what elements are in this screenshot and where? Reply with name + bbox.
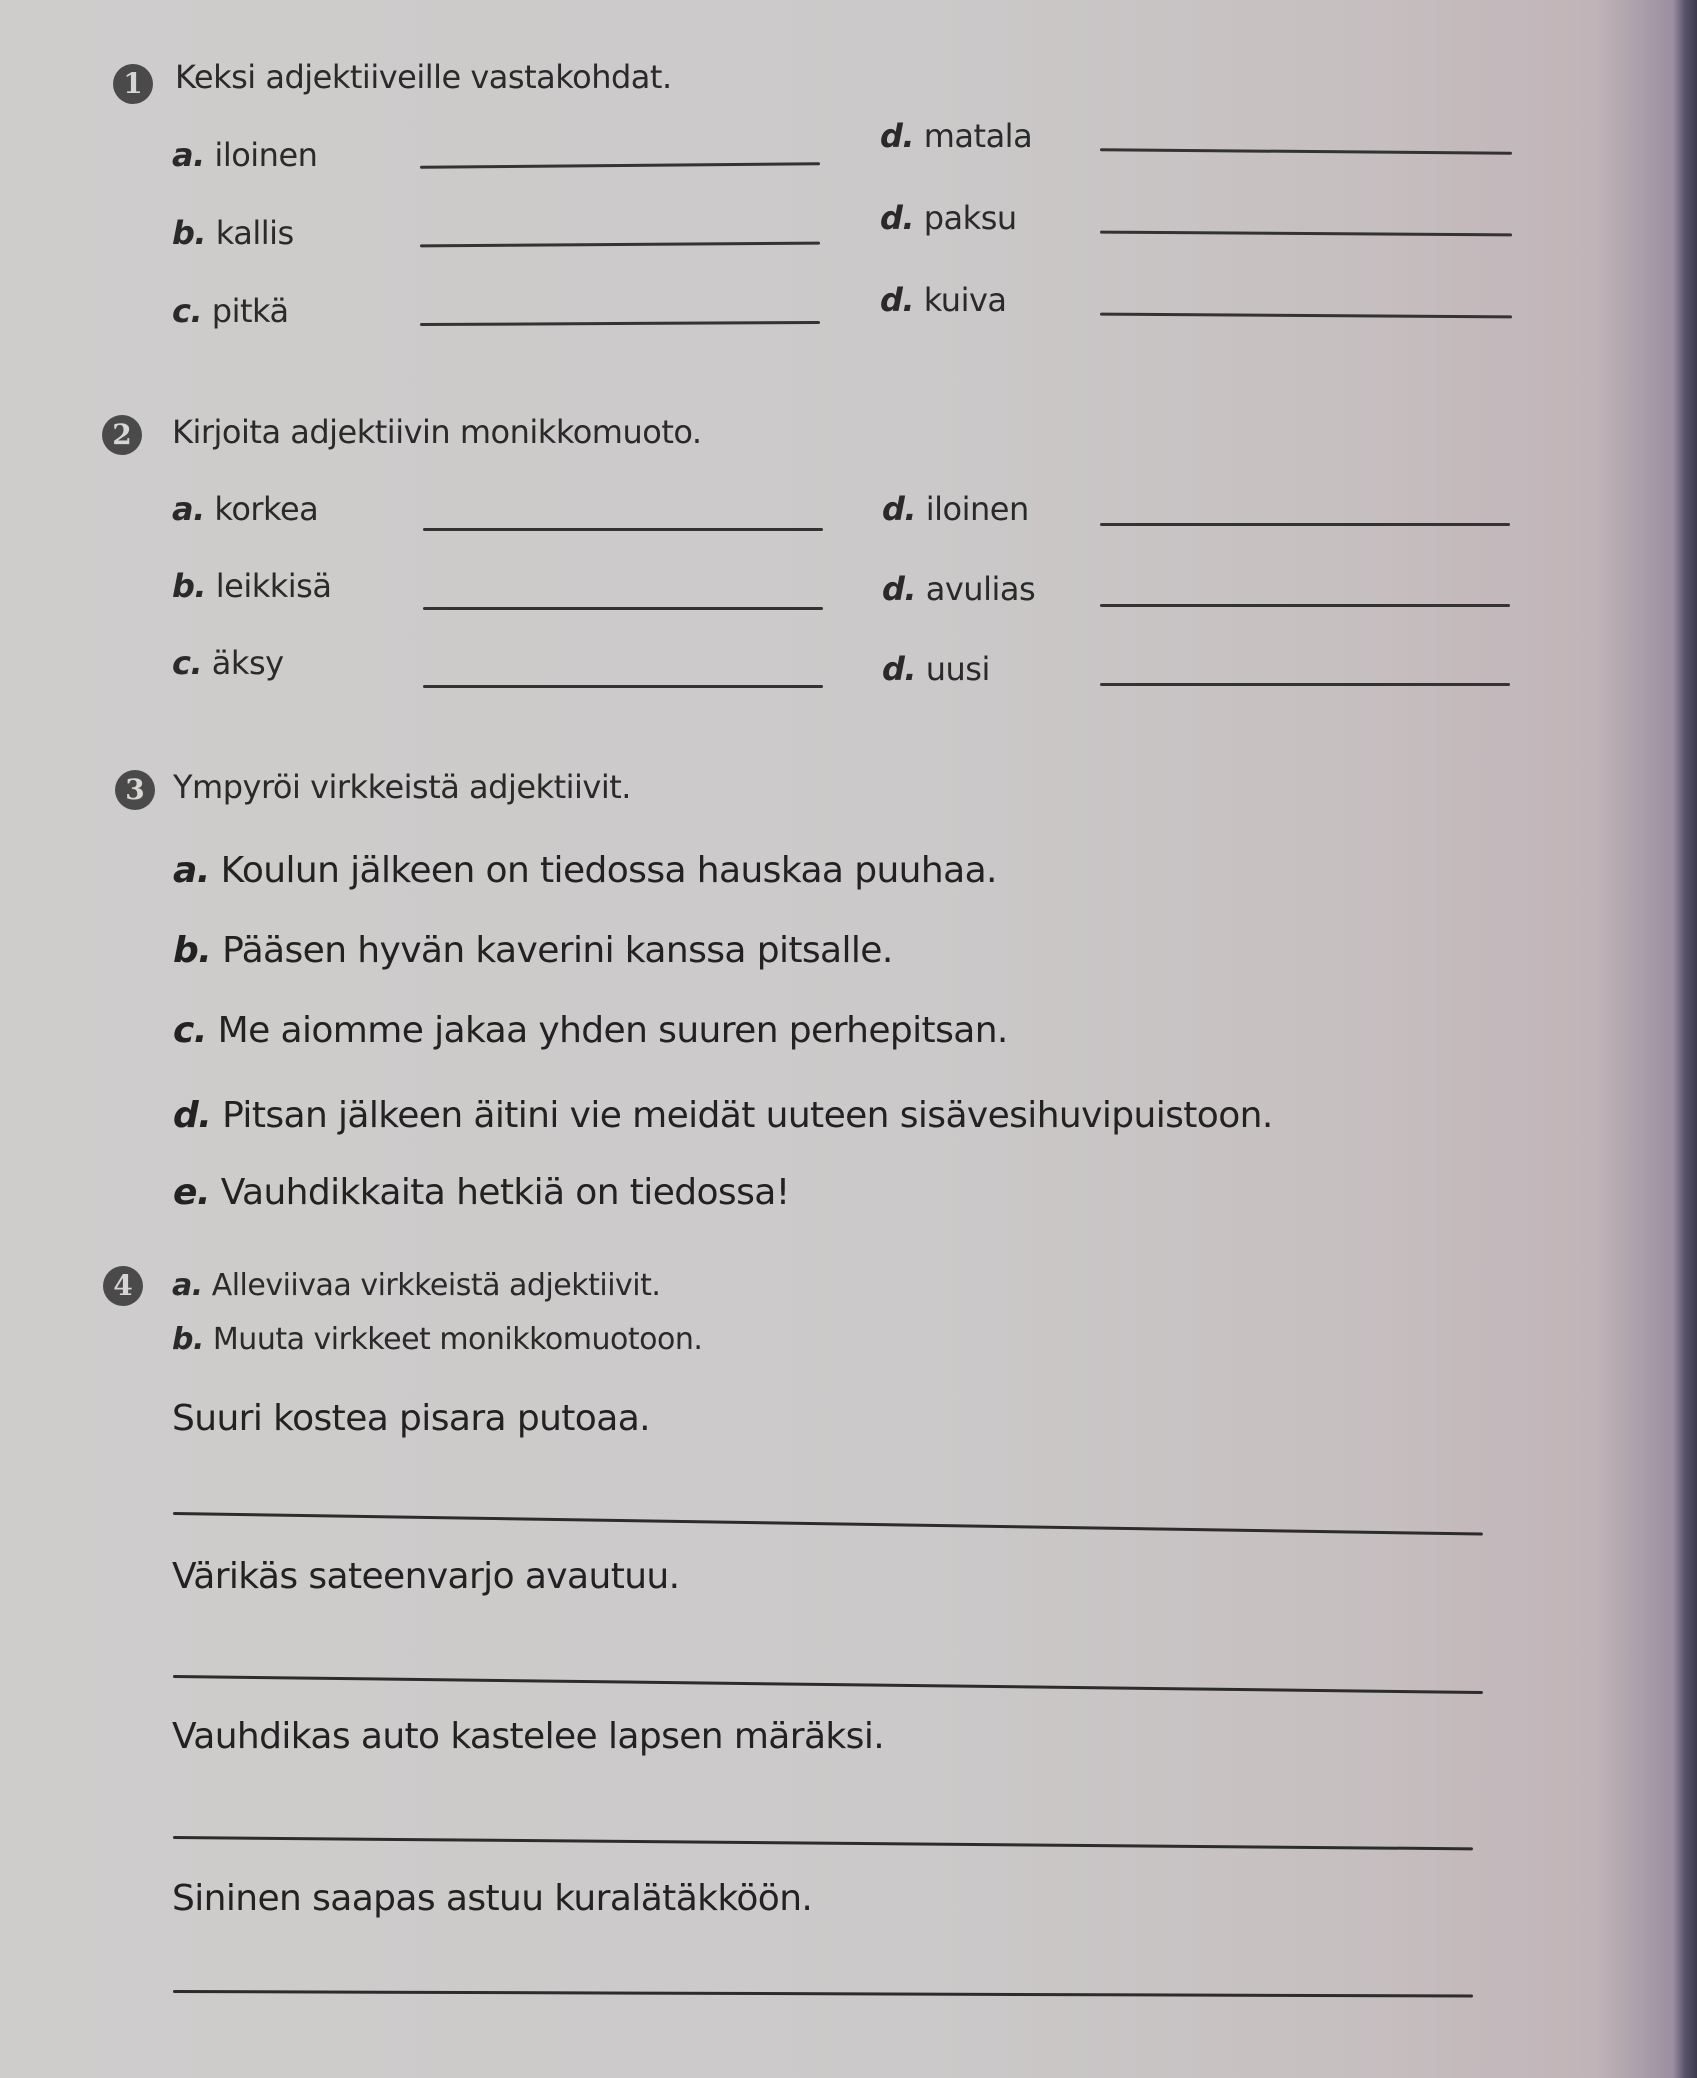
item-letter: b.: [172, 214, 207, 252]
item-word: uusi: [925, 650, 990, 688]
answer-line[interactable]: [1100, 683, 1510, 686]
sentence-item[interactable]: Sininen saapas astuu kuralätäkköön.: [172, 1878, 813, 1919]
item-letter: b.: [172, 1322, 204, 1357]
sentence-text: Pääsen hyvän kaverini kanssa pitsalle.: [222, 930, 893, 971]
sentence-text: Pitsan jälkeen äitini vie meidät uuteen sisävesihuvipuistoon.: [222, 1095, 1273, 1136]
sentence-text: Vauhdikkaita hetkiä on tiedossa!: [220, 1172, 790, 1213]
item-letter: d.: [882, 650, 917, 688]
item-letter: c.: [172, 292, 203, 330]
word-item: [880, 199, 1017, 237]
answer-line[interactable]: [420, 242, 820, 248]
item-letter: b.: [172, 567, 207, 605]
exercise-title: Ympyröi virkkeistä adjektiivit.: [173, 768, 631, 806]
item-letter: d.: [880, 199, 915, 237]
word-item: [172, 214, 294, 252]
sentence-item[interactable]: [173, 850, 997, 891]
exercise-number-badge: 3: [115, 770, 155, 810]
item-word: kallis: [215, 214, 294, 252]
item-letter: b.: [173, 930, 212, 971]
item-word: iloinen: [925, 490, 1029, 528]
answer-line[interactable]: [173, 1836, 1473, 1850]
item-word: leikkisä: [215, 567, 332, 605]
answer-line[interactable]: [420, 321, 820, 326]
word-item: [882, 570, 1035, 608]
item-letter: d.: [880, 281, 915, 319]
word-item: [880, 117, 1032, 155]
item-word: paksu: [923, 199, 1017, 237]
item-word: äksy: [211, 644, 284, 682]
item-letter: a.: [172, 136, 205, 174]
sentence-item[interactable]: [173, 930, 893, 971]
answer-line[interactable]: [1100, 523, 1510, 526]
exercise-number-badge: 4: [103, 1266, 143, 1306]
exercise-title: Keksi adjektiiveille vastakohdat.: [175, 58, 672, 96]
sentence-item[interactable]: Suuri kostea pisara putoaa.: [172, 1398, 650, 1439]
sentence-item[interactable]: [173, 1010, 1008, 1051]
item-letter: d.: [173, 1095, 212, 1136]
exercise-number-badge: 1: [113, 64, 153, 104]
item-word: iloinen: [214, 136, 318, 174]
item-letter: d.: [880, 117, 915, 155]
item-word: korkea: [214, 490, 319, 528]
sentence-text: Koulun jälkeen on tiedossa hauskaa puuhaa.: [220, 850, 997, 891]
item-word: kuiva: [923, 281, 1007, 319]
word-item: [882, 650, 990, 688]
answer-line[interactable]: [173, 1675, 1483, 1694]
word-item: [172, 644, 284, 682]
instruction-text: Muuta virkkeet monikkomuotoon.: [212, 1322, 703, 1357]
word-item: [172, 567, 331, 605]
item-word: avulias: [925, 570, 1036, 608]
instruction: [172, 1322, 702, 1357]
sentence-item[interactable]: Värikäs sateenvarjo avautuu.: [172, 1556, 680, 1597]
item-letter: d.: [882, 570, 917, 608]
item-word: matala: [923, 117, 1033, 155]
answer-line[interactable]: [423, 685, 823, 688]
item-letter: c.: [172, 644, 203, 682]
word-item: [172, 490, 318, 528]
instruction-text: Alleviivaa virkkeistä adjektiivit.: [211, 1268, 661, 1303]
word-item: [172, 136, 317, 174]
item-letter: a.: [172, 1268, 203, 1303]
sentence-item[interactable]: [173, 1172, 790, 1213]
answer-line[interactable]: [423, 607, 823, 610]
answer-line[interactable]: [1100, 604, 1510, 607]
answer-line[interactable]: [420, 162, 820, 168]
item-letter: a.: [172, 490, 205, 528]
answer-line[interactable]: [1100, 313, 1512, 319]
item-letter: d.: [882, 490, 917, 528]
sentence-item[interactable]: [173, 1095, 1273, 1136]
instruction: [172, 1268, 660, 1303]
exercise-title: Kirjoita adjektiivin monikkomuoto.: [172, 413, 702, 451]
sentence-text: Me aiomme jakaa yhden suuren perhepitsan.: [217, 1010, 1008, 1051]
answer-line[interactable]: [173, 1990, 1473, 1998]
word-item: [880, 281, 1007, 319]
exercise-number-badge: 2: [102, 415, 142, 455]
word-item: [172, 292, 289, 330]
item-letter: e.: [173, 1172, 210, 1213]
answer-line[interactable]: [1100, 231, 1512, 237]
item-letter: a.: [173, 850, 210, 891]
item-word: pitkä: [211, 292, 289, 330]
item-letter: c.: [173, 1010, 207, 1051]
answer-line[interactable]: [173, 1512, 1483, 1536]
answer-line[interactable]: [1100, 148, 1512, 155]
word-item: [882, 490, 1029, 528]
sentence-item[interactable]: Vauhdikas auto kastelee lapsen märäksi.: [172, 1716, 885, 1757]
answer-line[interactable]: [423, 528, 823, 531]
